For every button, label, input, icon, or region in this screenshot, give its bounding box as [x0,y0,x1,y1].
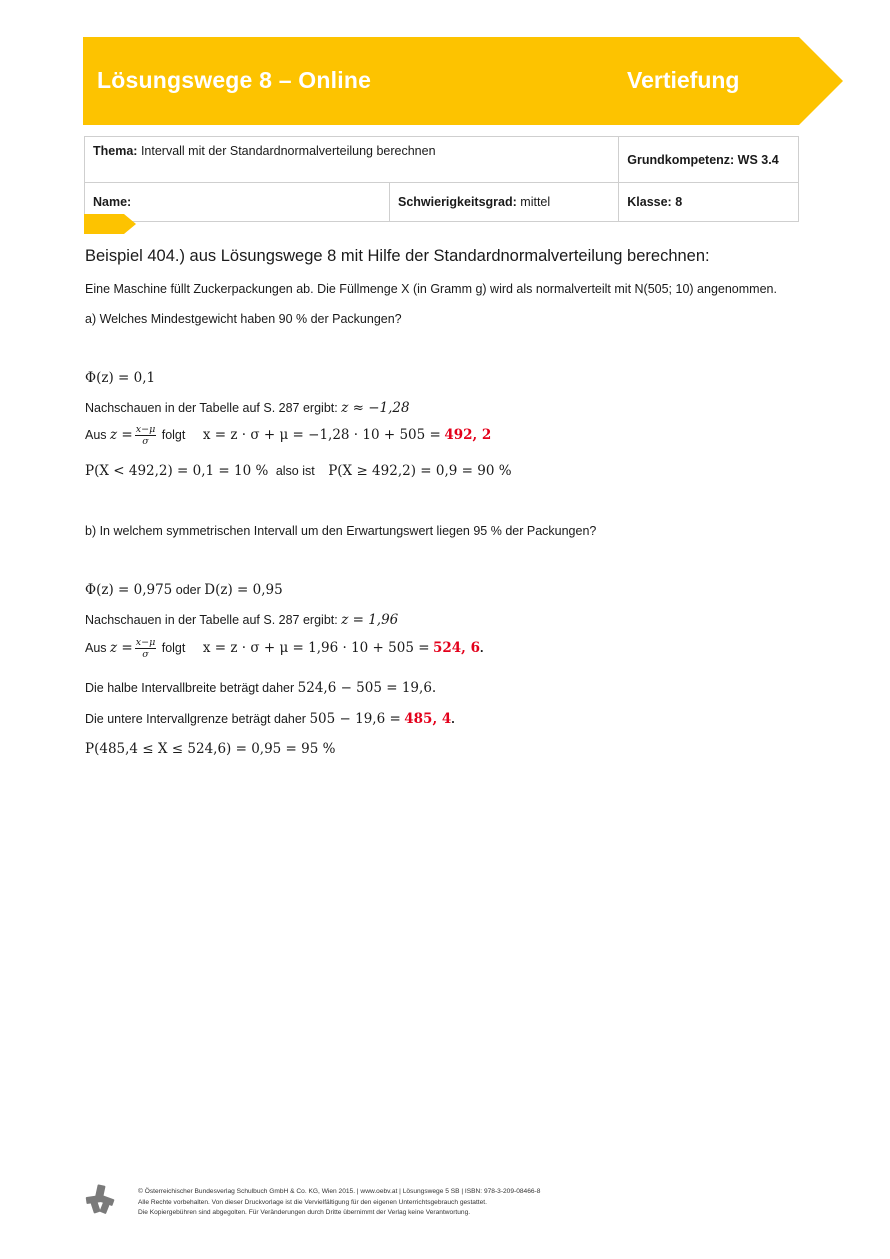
header-category: Vertiefung [627,67,740,93]
grundkompetenz-cell: Grundkompetenz: WS 3.4 [619,137,799,183]
part-b-frac-den: σ [142,649,149,660]
schwierigkeit-label: Schwierigkeitsgrad: [398,195,517,209]
klasse-cell: Klasse: 8 [619,183,799,222]
part-b-folgt: folgt [161,640,186,655]
part-a-frac-den: σ [142,436,149,447]
footer-line-2: Alle Rechte vorbehalten. Von dieser Druckvorlage ist die Vervielfältigung für den eigenen Unterrichtsgebrauch gestattet. [138,1198,487,1206]
part-b-lower-result: 485, 4 [404,711,452,727]
exercise-intro: Eine Maschine füllt Zuckerpackungen ab. Die Füllmenge X (in Gramm g) wird als normalverteilt mit N(505; 10) angenommen. [85,282,777,296]
footer-line-3: Die Kopiergebühren sind abgegolten. Für Veränderungen durch Dritte übernimmt der Verlag keine Verantwortung. [138,1209,471,1216]
part-b-phi: Φ(z) = 0,975 [85,582,173,598]
part-b-lower-calc: 505 − 19,6 = [309,711,401,727]
footer-line-1: © Österreichischer Bundesverlag Schulbuch GmbH & Co. KG, Wien 2015. | www.oebv.at | Lösungswege 5 SB | ISBN: 978-3-209-08466-8 [138,1188,541,1195]
part-a-question: a) Welches Mindestgewicht haben 90 % der Packungen? [85,312,402,326]
part-b-derivation: Aus z = $\frac{x-\mu}{\sigma}$ folgt x = z · σ + μ = 1,96 · 10 + 505 = 524, 6. [85,637,484,660]
part-b-z-lhs: z = [110,639,133,656]
part-a-aus: Aus [85,427,107,442]
part-a-z-lhs: z = [110,426,133,443]
header-title: Lösungswege 8 – Online [97,67,372,93]
part-a-calc: x = z · σ + μ = −1,28 · 10 + 505 = [202,426,441,443]
schwierigkeit-cell [390,183,619,222]
part-a-lookup [85,400,410,416]
header-banner [83,37,843,125]
thema-value: Intervall mit der Standardnormalverteilung berechnen [140,144,436,158]
meta-table [84,136,799,222]
part-b-result: 524, 6 [433,639,480,656]
part-a-fraction [135,424,157,447]
section-tag-arrow [84,214,136,234]
part-b-frac-num: x−μ [135,637,156,648]
part-a-derivation [85,424,491,447]
thema-cell [85,137,619,183]
part-b-calc: x = z · σ + μ = 1,96 · 10 + 505 = [202,639,430,656]
part-b-lower-text: Die untere Intervallgrenze beträgt daher [85,712,306,726]
exercise-heading: Beispiel 404.) aus Lösungswege 8 mit Hilfe der Standardnormalverteilung berechnen: [85,247,710,265]
part-a-phi: Φ(z) = 0,1 [85,370,156,386]
part-b-fraction [135,637,157,660]
part-b-aus: Aus [85,640,107,655]
part-b-d: D(z) = 0,95 [204,582,283,598]
schwierigkeit-value: mittel [520,195,551,209]
part-b-oder: oder [175,583,201,597]
part-b-half-text: Die halbe Intervallbreite beträgt daher [85,681,295,695]
part-b-final-prob: P(485,4 ≤ X ≤ 524,6) = 0,95 = 95 % [85,741,336,757]
footer-copyright [138,1187,540,1219]
part-b-question: b) In welchem symmetrischen Intervall um den Erwartungswert liegen 95 % der Packungen? [85,524,597,538]
part-b-half-calc: 524,6 − 505 = 19,6. [297,680,437,696]
part-a-probability [85,463,512,479]
part-a-also-ist: also ist [275,464,315,478]
part-b-lookup-result: z = 1,96 [341,612,399,628]
part-a-lookup-text: Nachschauen in der Tabelle auf S. 287 ergibt: [85,401,338,415]
part-a-frac-num: x−μ [135,424,156,435]
part-a-prob-left: P(X < 492,2) = 0,1 = 10 % [85,463,269,479]
part-b-lookup-text: Nachschauen in der Tabelle auf S. 287 ergibt: [85,613,338,627]
part-b-lookup [85,612,398,628]
thema-label: Thema: [93,144,138,158]
part-a-prob-right: P(X ≥ 492,2) = 0,9 = 90 % [328,463,512,479]
part-b-lower-bound: Die untere Intervallgrenze beträgt daher 505 − 19,6 = 485, 4. [85,711,455,727]
publisher-logo-icon [84,1183,116,1215]
part-a-folgt: folgt [161,427,186,442]
part-b-phi-line [85,582,283,598]
part-a-result: 492, 2 [444,426,492,443]
name-cell: Name: [85,183,390,222]
part-a-lookup-result: z ≈ −1,28 [341,400,410,416]
part-b-half-width [85,680,436,696]
